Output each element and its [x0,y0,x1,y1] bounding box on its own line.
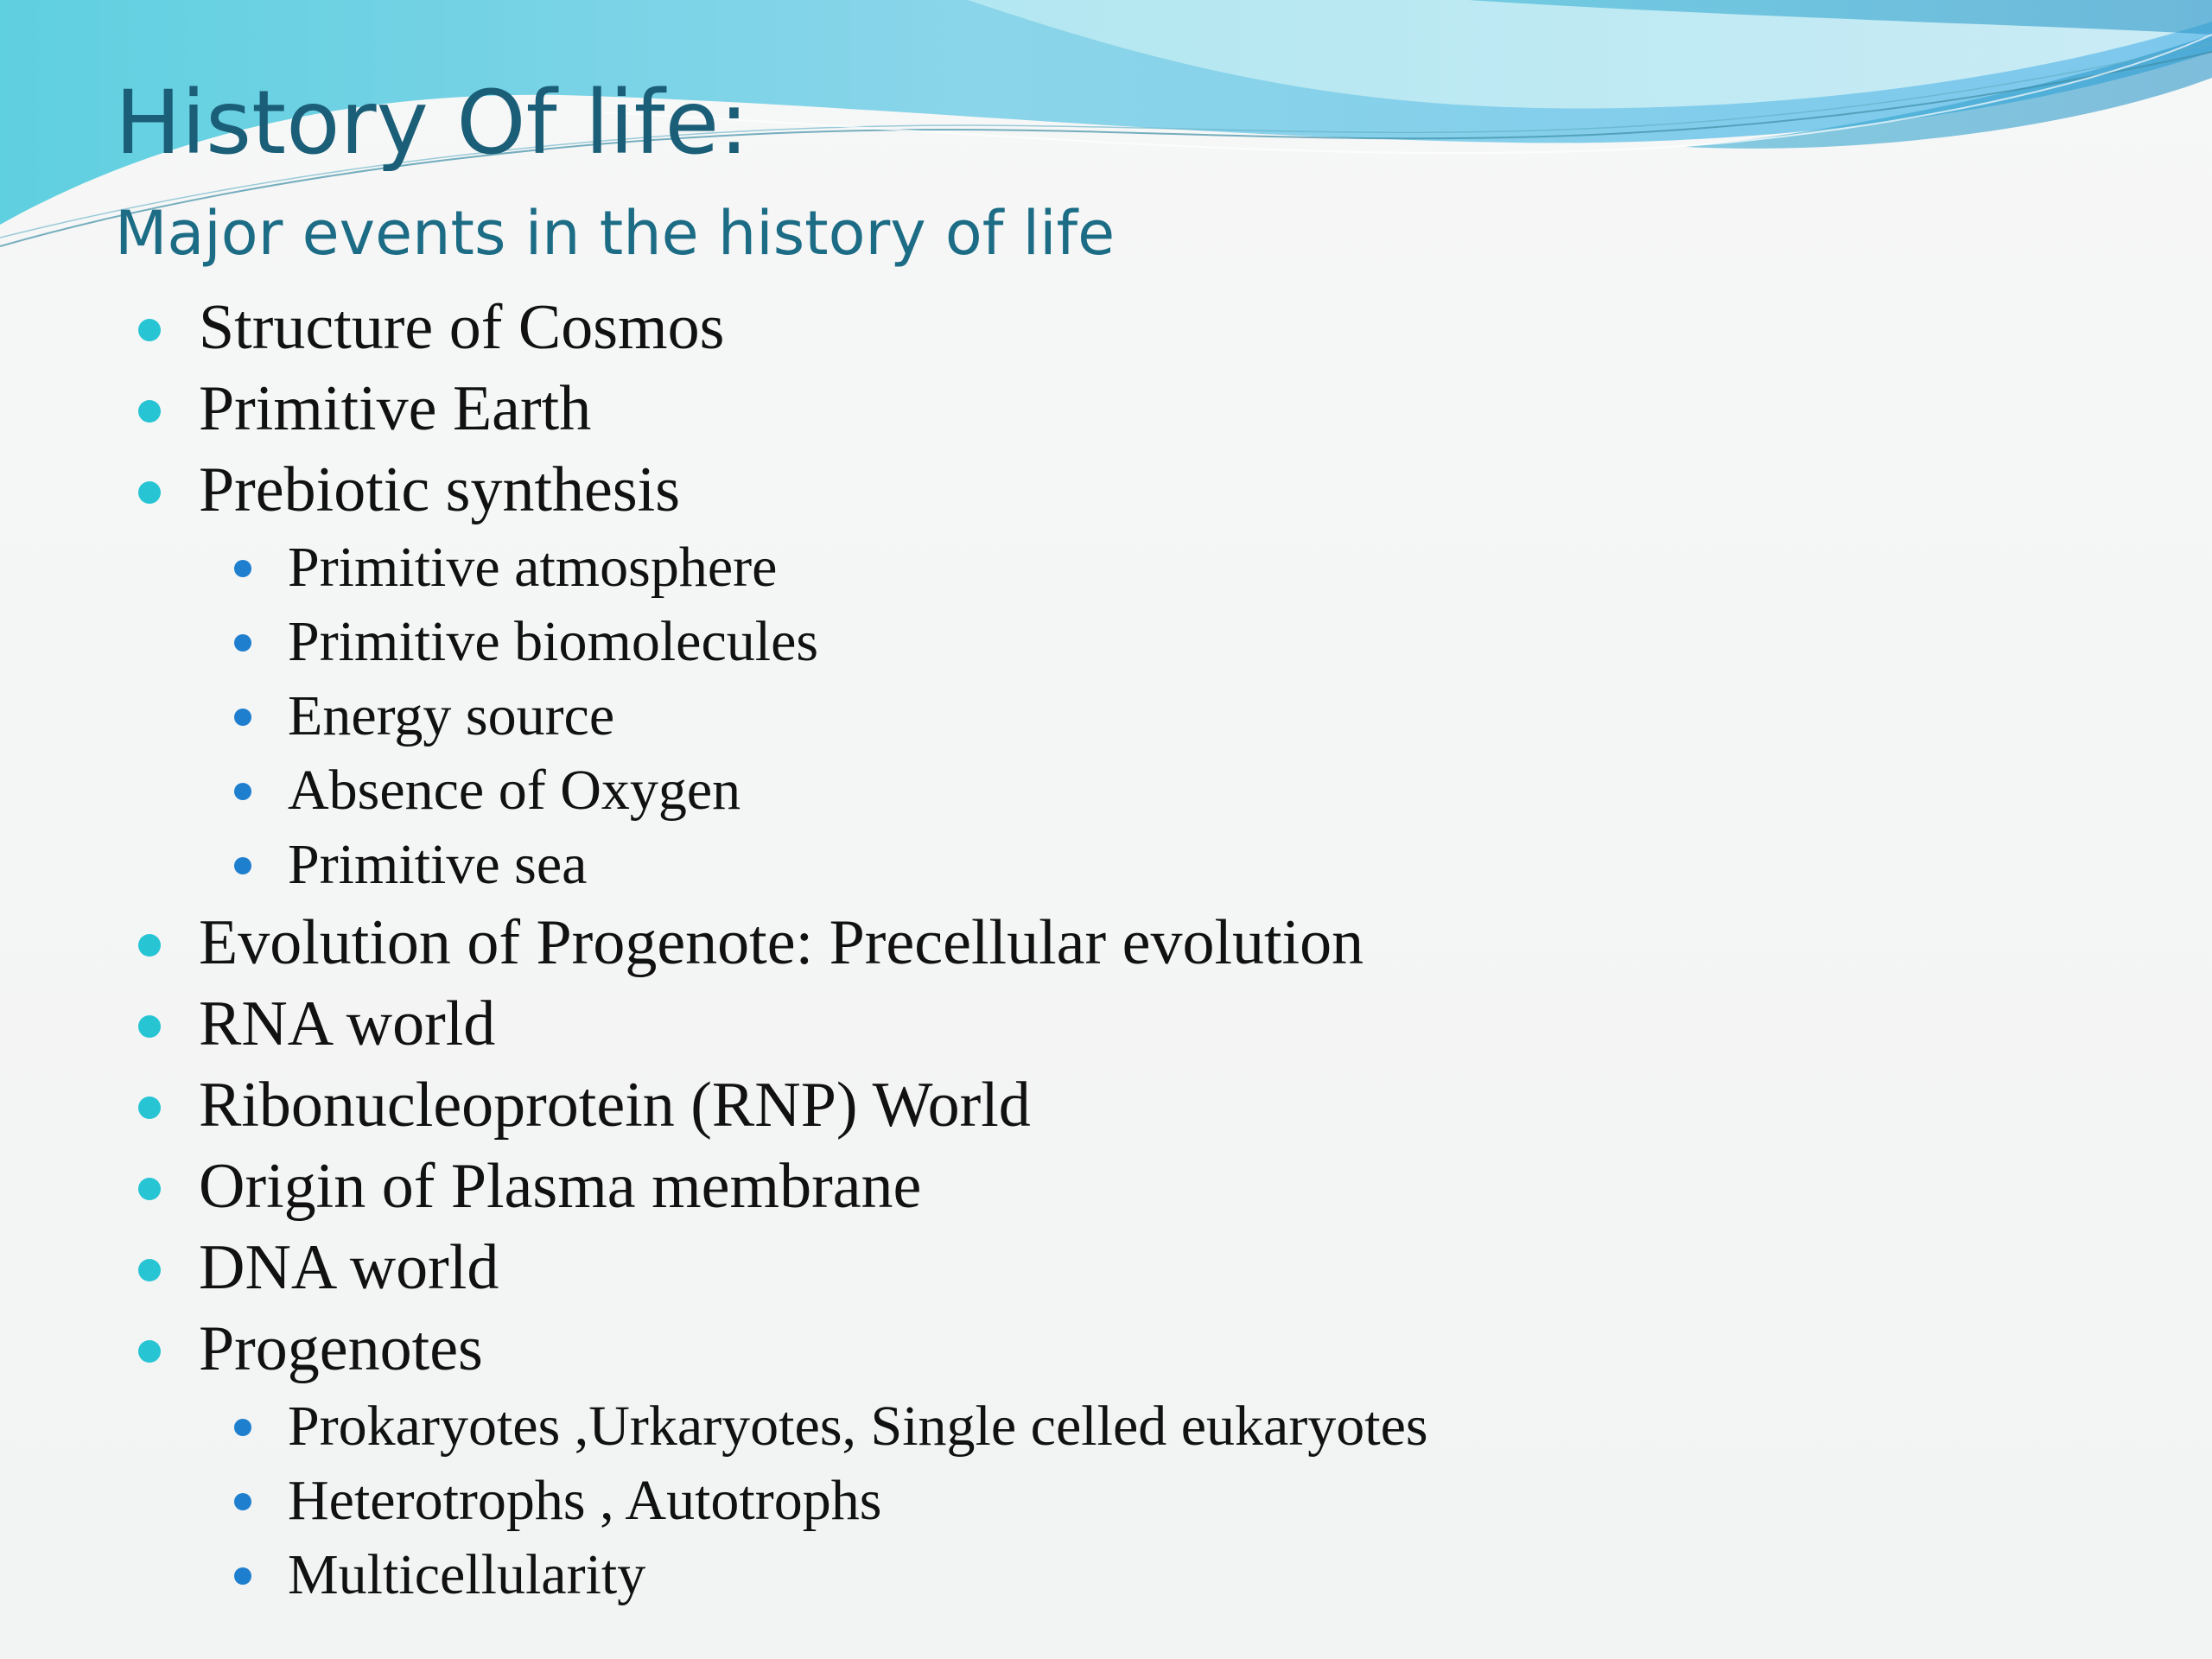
list-item-text: DNA world [199,1232,499,1303]
list-item [0,1308,2212,1389]
sub-bullet-icon [234,1493,251,1510]
sub-list-item [0,679,2212,753]
slide-subtitle: Major events in the history of life [115,198,1116,269]
list-item-text: Progenotes [199,1313,483,1384]
sub-list-item-text: Primitive biomolecules [288,610,819,673]
list-item [0,1227,2212,1308]
list-item [0,1065,2212,1146]
sub-bullet-icon [234,634,251,652]
sub-list-item-text: Energy source [288,684,615,747]
list-item-text: Structure of Cosmos [199,292,725,363]
sub-list-item [0,605,2212,679]
list-item-text: Evolution of Progenote: Precellular evolution [199,907,1364,978]
sub-list-item [0,1538,2212,1612]
sub-list-item [0,753,2212,828]
bullet-icon [138,1178,161,1200]
sub-list-item-text: Prokaryotes ,Urkaryotes, Single celled eukaryotes [288,1395,1428,1458]
list-item [0,902,2212,983]
list-item [0,368,2212,449]
bullet-icon [138,481,161,504]
list-item-text: Primitive Earth [199,373,592,444]
list-item-text: RNA world [199,988,496,1059]
bullet-icon [138,319,161,341]
list-item [0,287,2212,368]
bullet-icon [138,1259,161,1281]
slide-title: History Of life: [115,72,749,175]
sub-list-item-text: Heterotrophs , Autotrophs [288,1469,882,1532]
list-item-text: Origin of Plasma membrane [199,1151,922,1222]
list-item [0,1146,2212,1227]
list-item-text: Prebiotic synthesis [199,454,681,525]
sub-bullet-icon [234,783,251,800]
sub-bullet-icon [234,857,251,874]
list-item [0,983,2212,1065]
bullet-icon [138,934,161,957]
sub-list-item-text: Multicellularity [288,1543,646,1606]
bullet-icon [138,1340,161,1363]
sub-bullet-icon [234,1419,251,1436]
list-item [0,449,2212,531]
bullet-icon [138,1015,161,1038]
sub-bullet-icon [234,709,251,726]
bullet-list [0,287,2212,1612]
sub-list-item [0,1464,2212,1538]
sub-list-item [0,531,2212,605]
sub-list-item-text: Primitive atmosphere [288,536,778,599]
bullet-icon [138,400,161,423]
sub-bullet-icon [234,560,251,577]
sub-list-item-text: Primitive sea [288,833,588,896]
sub-list-item [0,828,2212,902]
sub-bullet-icon [234,1567,251,1585]
sub-list-item-text: Absence of Oxygen [288,759,741,822]
sub-list-item [0,1389,2212,1464]
list-item-text: Ribonucleoprotein (RNP) World [199,1070,1031,1141]
bullet-icon [138,1096,161,1119]
